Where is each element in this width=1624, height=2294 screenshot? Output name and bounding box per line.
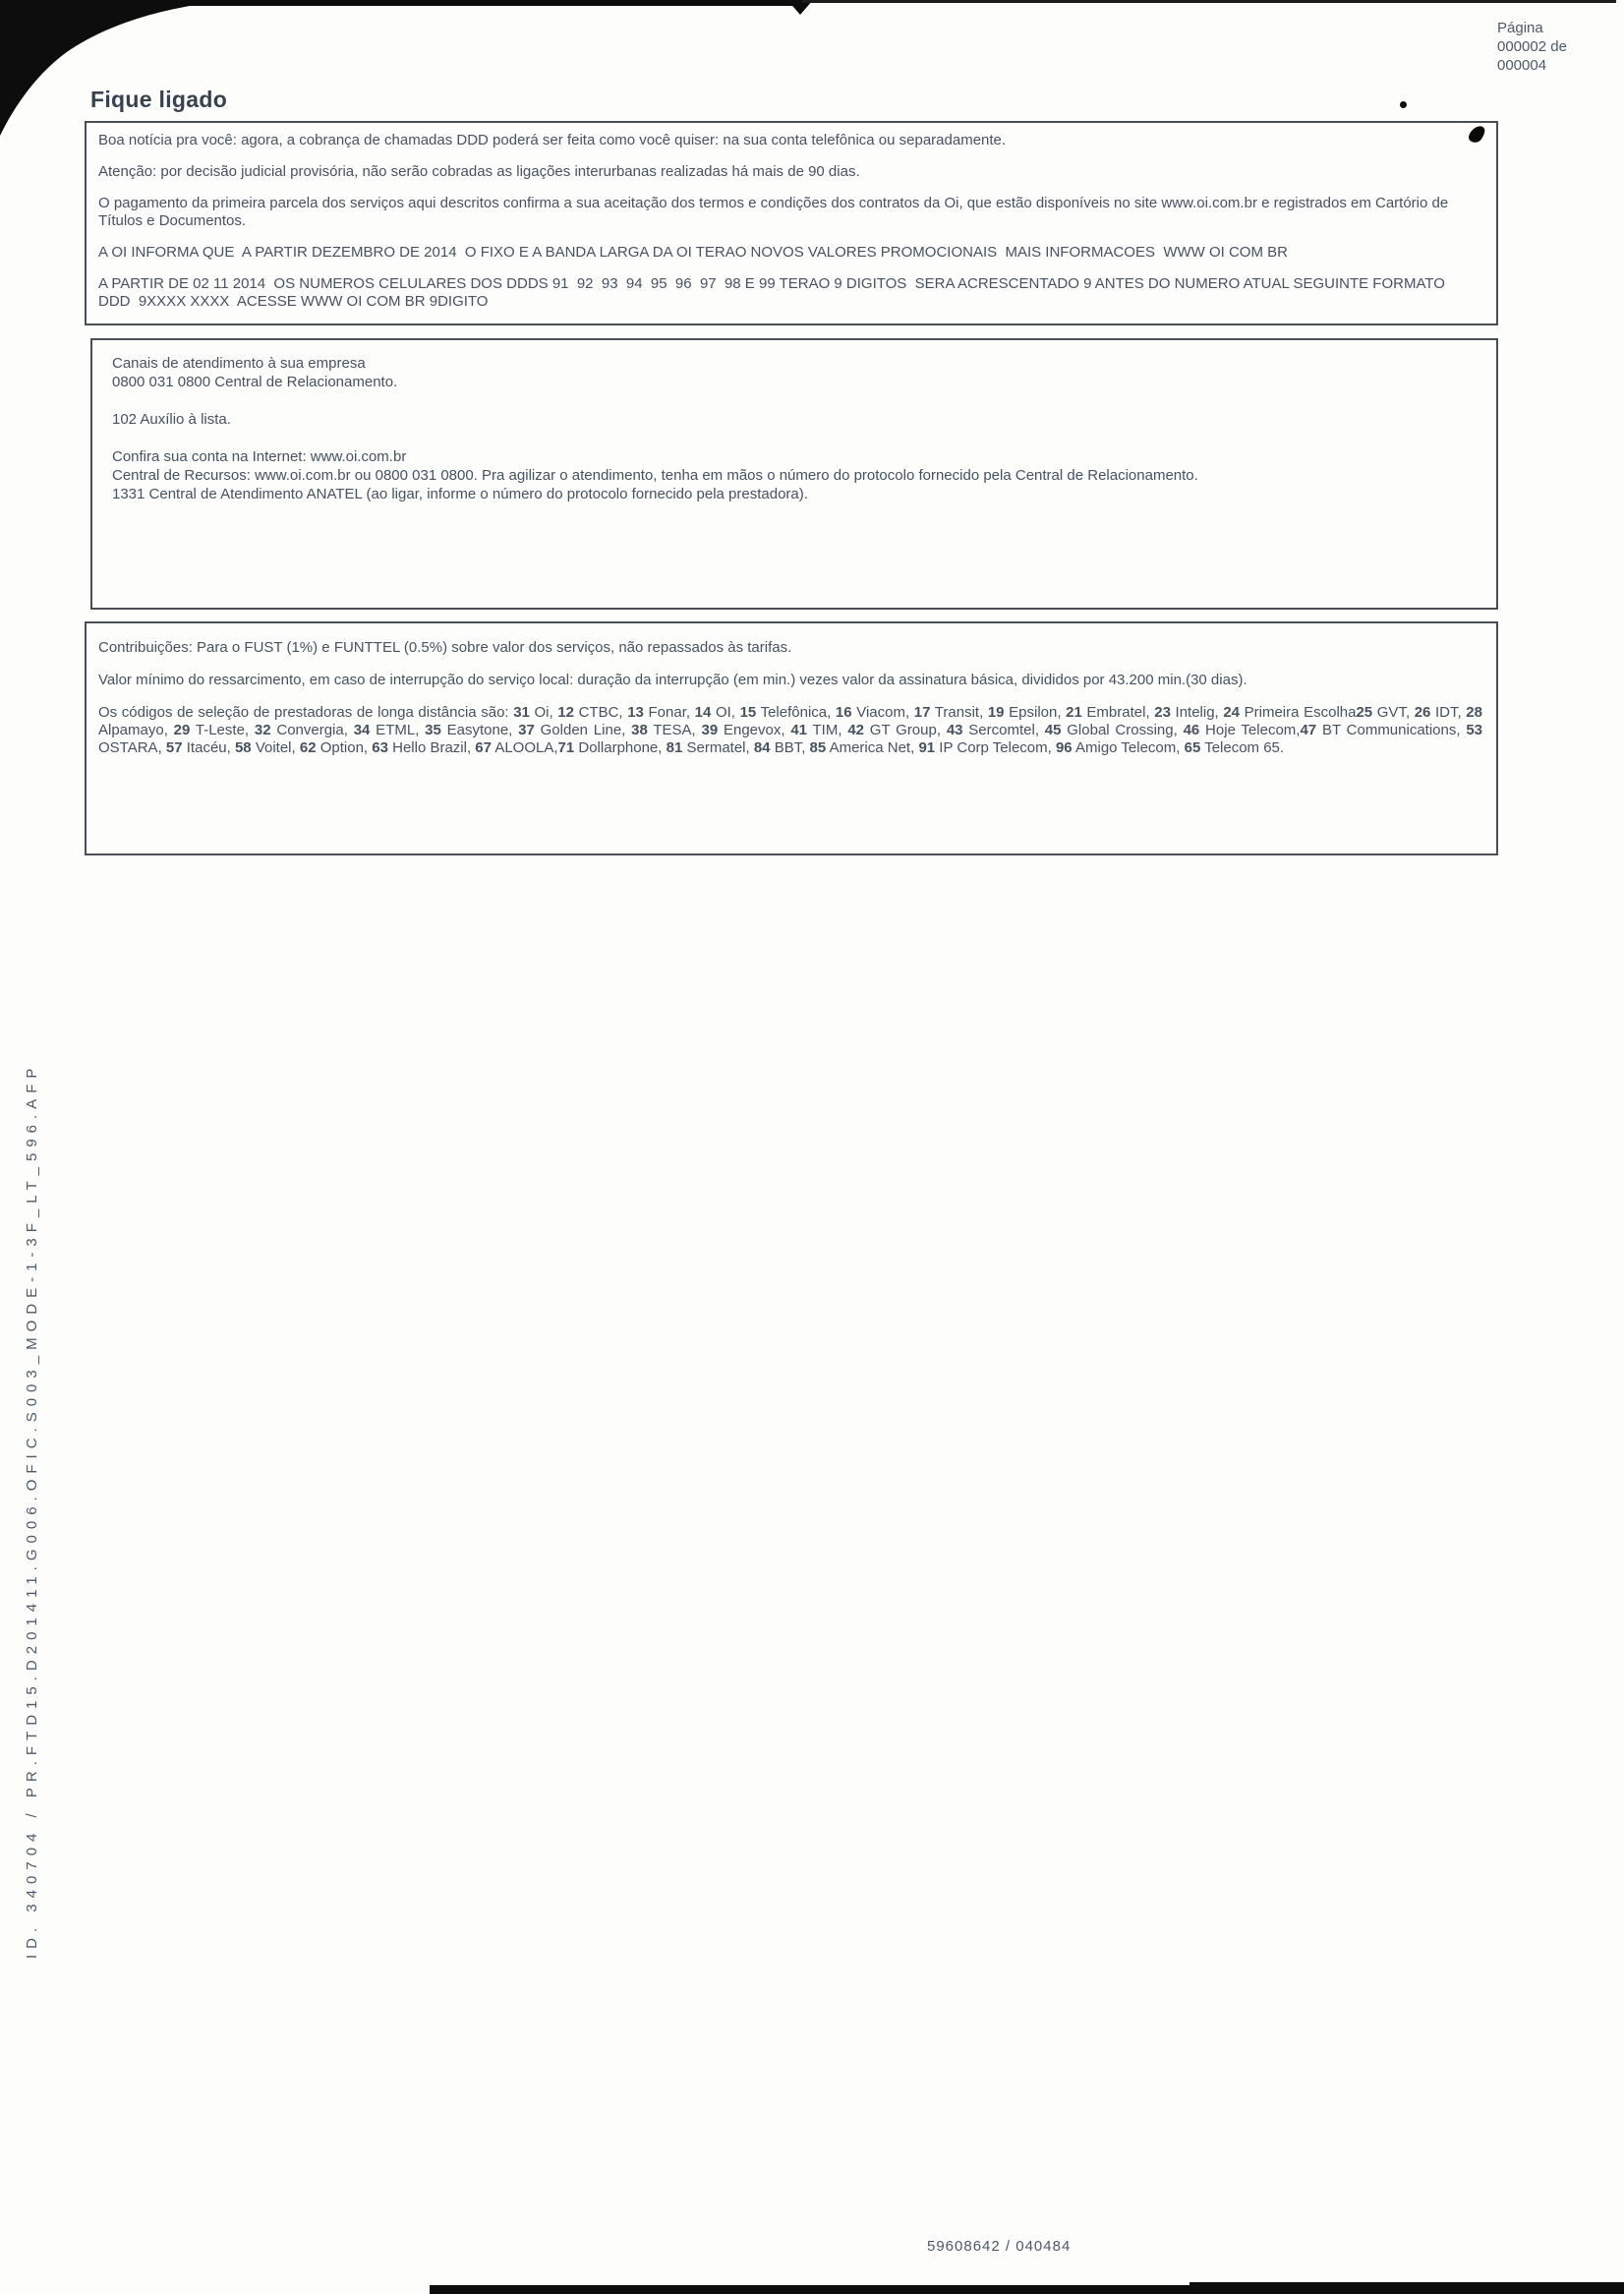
page-total: 000004 [1497,57,1547,74]
page-label: Página [1497,20,1543,36]
scan-corner-artifact [0,0,236,138]
notice-paragraph: O pagamento da primeira parcela dos serviços aqui descritos confirma a sua aceitação dos termos e condições dos contratos da Oi, que estão disponíveis no site www.oi.com.br e registrados em Cartório de Títulos e Documentos. [98,195,1453,229]
tariff-paragraph: Valor mínimo do ressarcimento, em caso de interrupção do serviço local: duração da interrupção (em min.) vezes valor da assinatura básica, divididos por 43.200 min.(30 dias). [98,672,1247,688]
contact-line: Central de Recursos: www.oi.com.br ou 0800 031 0800. Pra agilizar o atendimento, tenha em mãos o número do protocolo fornecido pela Central de Relacionamento. [112,467,1198,484]
tariff-info-box [85,621,1498,855]
page-number-block [1497,19,1567,75]
contact-channels-box [90,338,1498,610]
notice-paragraph: A OI INFORMA QUE A PARTIR DEZEMBRO DE 2014 O FIXO E A BANDA LARGA DA OI TERAO NOVOS VALORES PROMOCIONAIS MAIS INFORMACOES WWW OI COM BR [98,244,1288,261]
notice-box [85,121,1498,325]
contact-line-blank [112,391,1484,410]
contact-line: 0800 031 0800 Central de Relacionamento. [112,374,398,390]
tariff-paragraph: Contribuições: Para o FUST (1%) e FUNTTEL (0.5%) sobre valor dos serviços, não repassados às tarifas. [98,639,792,656]
scan-top-thin-line-artifact [802,0,1616,3]
print-id-code: ID. 340704 / PR.FTD15.D201411.G006.OFIC.S003_MODE-1-3F_LT_596.AFP [24,1062,40,1959]
notice-paragraph: A PARTIR DE 02 11 2014 OS NUMEROS CELULARES DOS DDDS 91 92 93 94 95 96 97 98 E 99 TERAO 9 DIGITOS SERA ACRESCENTADO 9 ANTES DO NUMERO ATUAL SEGUINTE FORMATO DDD 9XXXX XXXX ACESSE WWW OI COM BR 9DIGITO [98,275,1458,310]
notice-paragraph: Atenção: por decisão judicial provisória, não serão cobradas as ligações interurbanas realizadas há mais de 90 dias. [98,163,860,180]
contact-line: Canais de atendimento à sua empresa [112,355,366,372]
scan-bottom-edge-artifact-thick [1189,2282,1624,2294]
notice-paragraph: Boa notícia pra você: agora, a cobrança de chamadas DDD poderá ser feita como você quiser: na sua conta telefônica ou separadamente. [98,132,1007,148]
carrier-codes-paragraph: Os códigos de seleção de prestadoras de longa distância são: 31 Oi, 12 CTBC, 13 Fonar, 14 OI, 15 Telefônica, 16 Viacom, 17 Transit, 19 Epsilon, 21 Embratel, 23 Intelig, 24 Primeira Escolha25 GVT, 26 IDT, 28 Alpamayo, 29 T-Leste, 32 Convergia, 34 ETML, 35 Easytone, 37 Golden Line, 38 TESA, 39 Engevox, 41 TIM, 42 GT Group, 43 Sercomtel, 45 Global Crossing, 46 Hoje Telecom,47 BT Communications, 53 OSTARA, 57 Itacéu, 58 Voitel, 62 Option, 63 Hello Brazil, 67 ALOOLA,71 Dollarphone, 81 Sermatel, 84 BBT, 85 America Net, 91 IP Corp Telecom, 96 Amigo Telecom, 65 Telecom 65. [98,704,1487,756]
page-current: 000002 de [1497,38,1567,55]
scan-top-edge-artifact [0,0,801,6]
scan-speck-dot [1400,101,1407,108]
contact-line-blank [112,429,1484,447]
section-title: Fique ligado [90,87,228,112]
contact-line: 1331 Central de Atendimento ANATEL (ao ligar, informe o número do protocolo fornecido pela prestadora). [112,486,808,502]
document-code: 59608642 / 040484 [927,2238,1072,2255]
contact-line: 102 Auxílio à lista. [112,411,231,428]
contact-line: Confira sua conta na Internet: www.oi.com.br [112,448,407,465]
